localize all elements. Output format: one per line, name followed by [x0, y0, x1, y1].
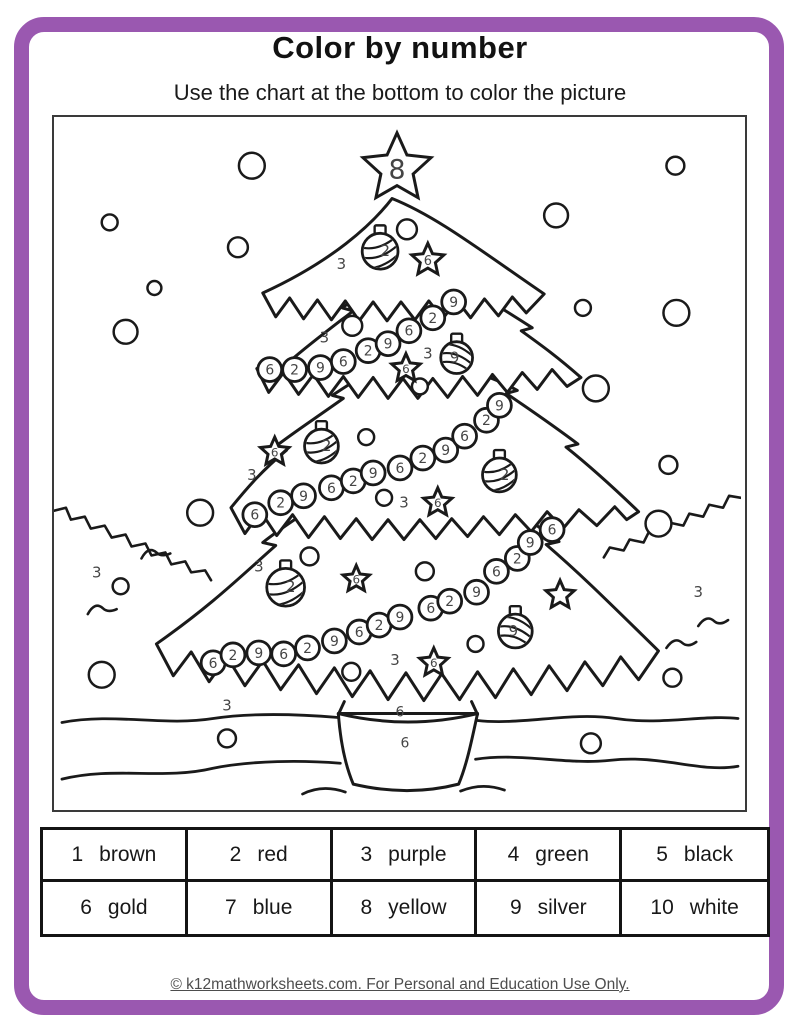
- snow-dot: [575, 300, 591, 316]
- tier4-garland-bead-number: 2: [512, 551, 522, 568]
- tier2-garland-bead-number: 2: [363, 343, 373, 360]
- tier4-garland-bead-number: 9: [395, 610, 405, 627]
- chart-color-name: black: [683, 842, 733, 866]
- snow-dot: [113, 578, 129, 594]
- tier2-garland-bead-number: 2: [290, 362, 300, 379]
- tier2-garland-bead-number: 9: [383, 336, 393, 353]
- tier3-garland-bead-number: 9: [299, 488, 308, 505]
- chart-number: 1: [71, 842, 84, 866]
- chart-number: 6: [80, 896, 92, 919]
- tier4-garland-bead-number: 9: [472, 585, 481, 602]
- snow-dot: [544, 204, 568, 228]
- footer: [0, 976, 800, 994]
- tier4-garland-bead-number: 6: [491, 564, 501, 581]
- tier3-garland-bead-number: 9: [441, 443, 451, 460]
- tree-dot: [397, 219, 417, 239]
- region-number-label: 3: [92, 563, 102, 582]
- footer-credit-link[interactable]: © k12mathworksheets.com. For Personal and Education Use Only.: [170, 976, 630, 993]
- tier3-garland-bead-number: 6: [326, 480, 336, 497]
- chart-number: 5: [656, 842, 668, 866]
- coloring-picture-frame: [52, 115, 747, 812]
- chart-color-name: green: [535, 842, 589, 866]
- snow-mound-arc: [461, 786, 505, 791]
- tier3-garland-bead-number: 6: [250, 507, 260, 524]
- snow-dot: [218, 729, 236, 747]
- ornament-ball-number: 2: [285, 577, 296, 597]
- region-number-label: 3: [319, 328, 330, 347]
- chart-color-name: silver: [537, 896, 587, 919]
- chart-number: 3: [360, 842, 373, 866]
- snow-dot: [114, 320, 138, 344]
- star-ornament-number: 6: [429, 656, 438, 671]
- tier3-garland-bead-number: 6: [395, 460, 405, 477]
- snow-dot: [147, 281, 161, 295]
- chart-number: 10: [650, 896, 674, 919]
- chart-cell-6: [43, 882, 188, 934]
- chart-color-name: red: [257, 842, 288, 866]
- chart-cell-4: [477, 830, 622, 882]
- chart-cell-9: [477, 882, 622, 934]
- tier2-garland-bead-number: 6: [265, 362, 275, 379]
- chart-color-name: purple: [388, 842, 447, 866]
- tree-dot: [358, 429, 374, 445]
- region-number-label: 3: [423, 344, 433, 363]
- tier2-garland-bead-number: 9: [316, 360, 325, 377]
- region-number-label: 6: [395, 704, 405, 721]
- snow-line: [62, 761, 340, 779]
- chart-color-name: white: [689, 896, 739, 919]
- tier3-garland-bead-number: 9: [368, 465, 378, 482]
- tier3-garland-bead-number: 2: [276, 495, 286, 512]
- tree-topper-star-number: 8: [388, 154, 406, 186]
- tier4-garland-bead-number: 2: [303, 640, 312, 657]
- snow-dot: [646, 511, 672, 537]
- tier2-garland-bead-number: 9: [449, 294, 459, 311]
- star-ornament-number: 6: [402, 361, 410, 376]
- chart-number: 9: [509, 896, 522, 919]
- snow-dot: [659, 456, 677, 474]
- tier4-garland-bead-number: 6: [279, 646, 289, 663]
- tier3-garland-bead-number: 6: [460, 429, 470, 446]
- region-number-label: 3: [247, 465, 257, 484]
- tier3-garland-bead-number: 9: [494, 398, 504, 415]
- tier4-garland-bead-number: 9: [525, 535, 535, 552]
- chart-number: 8: [360, 896, 373, 919]
- star-ornament-number: 6: [423, 253, 432, 269]
- chart-color-name: yellow: [388, 896, 447, 919]
- region-number-label: 6: [400, 735, 410, 752]
- region-number-label: 3: [254, 557, 264, 576]
- chart-number: 2: [229, 842, 242, 866]
- chart-cell-10: [622, 882, 767, 934]
- tier2-garland-bead-number: 6: [338, 354, 348, 371]
- tree-dot: [342, 663, 360, 681]
- chart-color-name: brown: [99, 842, 157, 866]
- snow-dot: [581, 733, 601, 753]
- tier3-garland-bead-number: 2: [348, 473, 358, 490]
- tier4-garland-bead-number: 6: [354, 624, 364, 641]
- tier3-garland-bead-number: 2: [482, 413, 491, 430]
- tier4-garland-bead-number: 2: [228, 647, 238, 664]
- snow-dot: [102, 214, 118, 230]
- region-number-label: 3: [399, 493, 409, 512]
- page-subtitle: Use the chart at the bottom to color the picture: [173, 80, 627, 105]
- ornament-ball-number: 2: [380, 241, 391, 261]
- tier3-garland-bead-number: 2: [418, 450, 428, 467]
- tree-tier-1: [263, 199, 544, 321]
- chart-cell-1: [43, 830, 188, 882]
- snow-line: [478, 717, 738, 722]
- snow-dot: [89, 662, 115, 688]
- ornament-ball-number: 2: [321, 436, 332, 456]
- chart-cell-7: [188, 882, 333, 934]
- snow-dot: [663, 669, 681, 687]
- region-number-label: 3: [222, 696, 232, 715]
- snow-dot: [228, 237, 248, 257]
- snow-dot: [583, 376, 609, 402]
- tier4-garland-bead-number: 9: [254, 645, 264, 662]
- tier4-garland-bead-number: 6: [208, 655, 218, 672]
- snow-dot: [663, 300, 689, 326]
- tier4-garland-bead-number: 2: [374, 618, 384, 635]
- snow-line: [476, 757, 738, 768]
- region-number-label: 3: [693, 583, 703, 602]
- tree-dot: [468, 636, 484, 652]
- bauble-ornament-number: 9: [449, 348, 460, 367]
- page-title: Color by number: [272, 30, 528, 65]
- tree-dot: [416, 562, 434, 580]
- star-ornament-number: 6: [433, 496, 442, 511]
- star-ornament-number: 6: [270, 445, 279, 460]
- chart-color-name: gold: [107, 896, 148, 919]
- chart-cell-5: [622, 830, 767, 882]
- chart-number: 7: [225, 896, 237, 919]
- color-key-chart: [40, 827, 770, 937]
- snow-line: [62, 715, 338, 723]
- tier4-garland-bead-number: 6: [547, 522, 557, 539]
- chart-color-name: blue: [252, 896, 293, 919]
- bush-left-squiggle: [88, 606, 117, 614]
- chart-cell-2: [188, 830, 333, 882]
- bush-right-squiggle: [698, 619, 728, 627]
- tier2-garland-bead-number: 6: [404, 323, 414, 340]
- tree-pot: [338, 714, 477, 791]
- tier4-garland-bead-number: 9: [329, 633, 339, 650]
- tree-dot: [376, 490, 392, 506]
- bush-right-squiggle: [666, 640, 696, 648]
- snow-mound-arc: [303, 789, 346, 795]
- tree-dot: [301, 547, 319, 565]
- chart-cell-8: [333, 882, 478, 934]
- tier4-garland-bead-number: 6: [426, 601, 436, 618]
- region-number-label: 3: [390, 650, 400, 669]
- ornament-ball-number: 2: [499, 464, 510, 484]
- tier2-garland-bead-number: 2: [428, 310, 438, 327]
- snow-dot: [187, 500, 213, 526]
- snow-dot: [666, 157, 684, 175]
- christmas-tree-drawing: [54, 117, 741, 806]
- tree-dot: [342, 316, 362, 336]
- region-number-label: 3: [336, 255, 347, 274]
- tier4-garland-bead-number: 2: [445, 594, 455, 611]
- snow-dot: [239, 153, 265, 179]
- star-ornament-number: 6: [352, 572, 361, 587]
- chart-number: 4: [507, 842, 520, 866]
- chart-cell-3: [333, 830, 478, 882]
- bauble-ornament-number: 9: [508, 621, 519, 640]
